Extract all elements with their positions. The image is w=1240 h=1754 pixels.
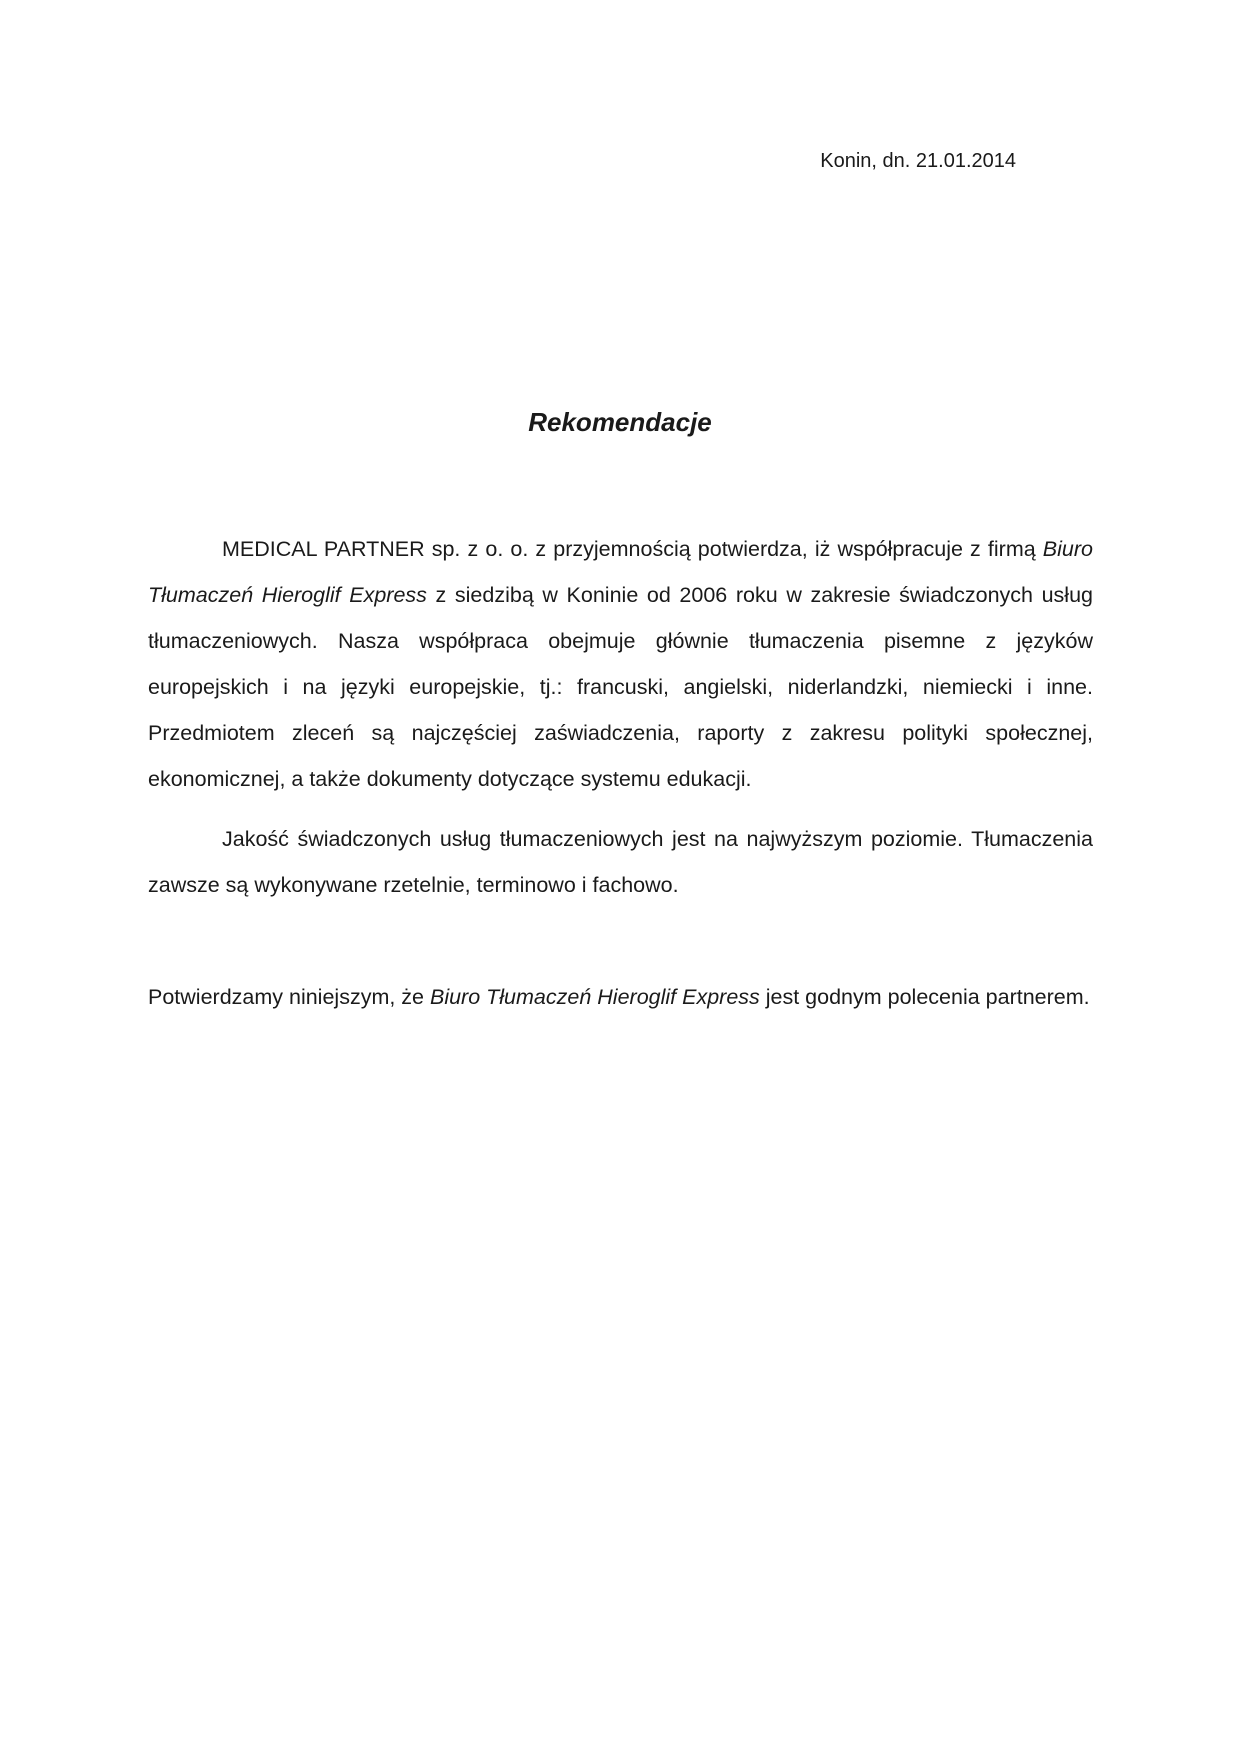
date-line: Konin, dn. 21.01.2014 (820, 150, 1016, 172)
paragraph-intro-part2: z siedzibą w Koninie od 2006 roku w zakresie świadczonych usług tłumaczeniowych. Nasza współpraca obejmuje głównie tłumaczenia pisemne z języków europejskich i na języki europejskie, tj.: francuski, angielski, niderlandzki, niemiecki i inne. Przedmiotem zleceń są najczęściej zaświadczenia, raporty z zakresu polityki społecznej, ekonomicznej, a także dokumenty dotyczące systemu edukacji. (148, 583, 1094, 791)
company-name: Biuro Tłumaczeń Hieroglif Express (429, 985, 760, 1009)
paragraph-intro (148, 526, 1093, 802)
paragraph-quality: Jakość świadczonych usług tłumaczeniowych jest na najwyższym poziomie. Tłumaczenia zawsze są wykonywane rzetelnie, terminowo i fachowo. (148, 827, 1093, 897)
paragraph-confirmation (148, 974, 1093, 1020)
paragraph-confirmation-part2: jest godnym polecenia partnerem. (759, 985, 1090, 1009)
company-name: Biuro Tłumaczeń Hieroglif Express (148, 537, 1093, 607)
paragraph-confirmation-part1: Potwierdzamy niniejszym, że (148, 985, 430, 1009)
paragraph-intro-part1: MEDICAL PARTNER sp. z o. o. z przyjemnością potwierdza, iż współpracuje z firmą (222, 537, 1043, 561)
document-title: Rekomendacje (528, 407, 712, 437)
